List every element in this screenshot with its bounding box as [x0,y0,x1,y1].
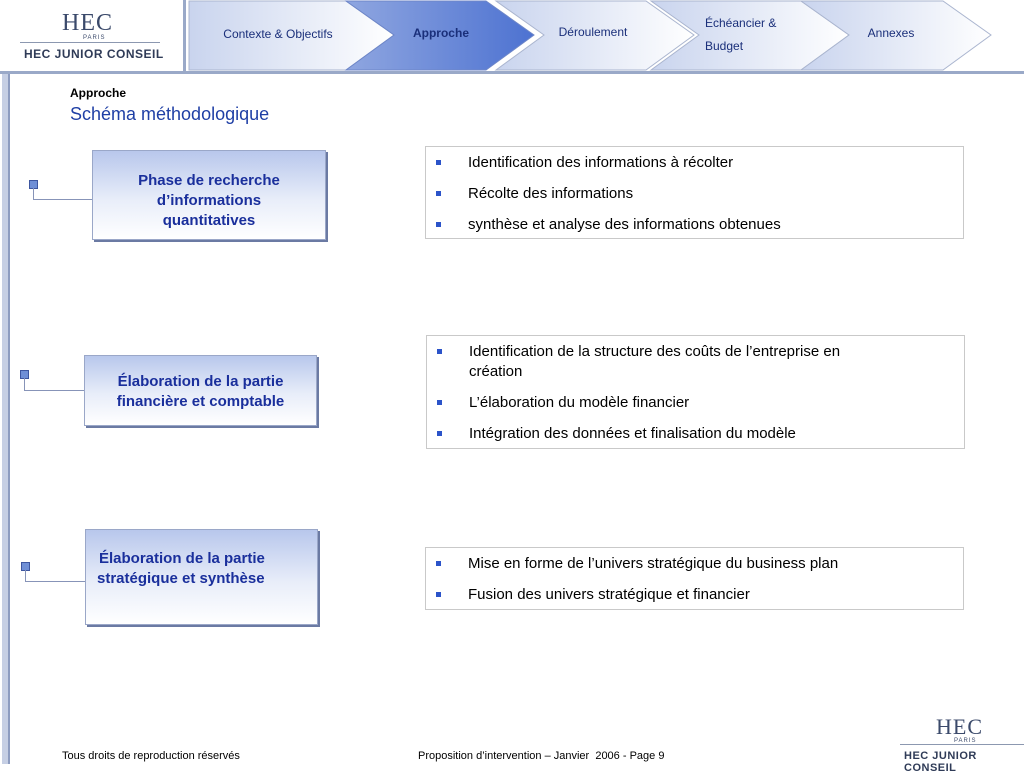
list-item [426,153,963,173]
bullet-icon [436,592,441,597]
phase-box [92,150,326,240]
phase-details [425,146,964,239]
logo-name: HEC JUNIOR CONSEIL [904,750,977,774]
header-rule [0,71,1024,74]
bullet-icon [436,160,441,165]
phase-title-line: quantitatives [162,212,256,229]
phase-connector [24,378,85,391]
breadcrumb: Approche [70,86,127,100]
logo-rule [900,744,1024,745]
tab-label: Contexte & Objectifs [223,27,333,41]
phase-title-line: d’informations [156,192,262,209]
phase-box [85,529,318,625]
phase-details [426,335,965,449]
phase-title-line: Élaboration de la partie [117,373,284,390]
tab-label: Approche [412,26,469,40]
list-item [426,554,963,574]
tab-label-line1: Échéancier & [705,16,777,30]
logo-name: HEC JUNIOR CONSEIL [24,47,164,61]
phase-title-line: financière et comptable [116,393,285,410]
phase-title-line: stratégique et synthèse [97,570,265,587]
header [0,0,1024,72]
phase-title-line: Phase de recherche [138,172,280,189]
tab-annexes[interactable] [793,0,998,71]
tab-label: Déroulement [558,25,628,39]
hec-logo-footer [900,712,1024,774]
hec-logo [0,0,180,70]
bullet-icon [436,191,441,196]
list-item [427,393,964,413]
list-item-text: L’élaboration du modèle financier [469,394,690,411]
left-accent-bar [2,74,10,764]
logo-city: PARIS [83,35,106,41]
list-item [426,215,963,235]
footer-page-info: Proposition d’intervention – Janvier 2006 - Page 9 [418,750,665,762]
list-item-text: création [469,363,523,380]
bullet-icon [436,561,441,566]
logo-city: PARIS [954,738,977,744]
page-title: Schéma méthodologique [70,104,270,124]
list-item-text: synthèse et analyse des informations obtenues [468,216,781,233]
phase-details [425,547,964,610]
phase-connector [33,188,93,200]
bullet-icon [437,349,442,354]
list-item-text: Intégration des données et finalisation du modèle [469,425,796,442]
tab-label: Annexes [867,26,915,40]
logo-brand: HEC [62,10,113,36]
list-item-text: Fusion des univers stratégique et financier [468,586,750,603]
list-item-text: Identification de la structure des coûts de l’entreprise en [469,343,841,360]
list-item-text: Identification des informations à récolter [468,154,734,171]
list-item [427,342,964,382]
tab-label-line2: Budget [705,39,744,53]
list-item-text: Mise en forme de l’univers stratégique du business plan [468,555,839,572]
list-item-text: Récolte des informations [468,185,634,202]
phase-title-line: Élaboration de la partie [99,550,265,567]
list-item [426,585,963,605]
bullet-icon [437,400,442,405]
bullet-icon [437,431,442,436]
logo-rule [20,42,160,43]
header-separator [183,0,186,72]
footer-rights: Tous droits de reproduction réservés [62,750,240,762]
nav-tabs [188,0,998,71]
bullet-icon [436,222,441,227]
phase-connector [25,570,86,582]
phase-box [84,355,317,426]
list-item [426,184,963,204]
list-item [427,424,964,444]
logo-brand: HEC [936,714,983,739]
